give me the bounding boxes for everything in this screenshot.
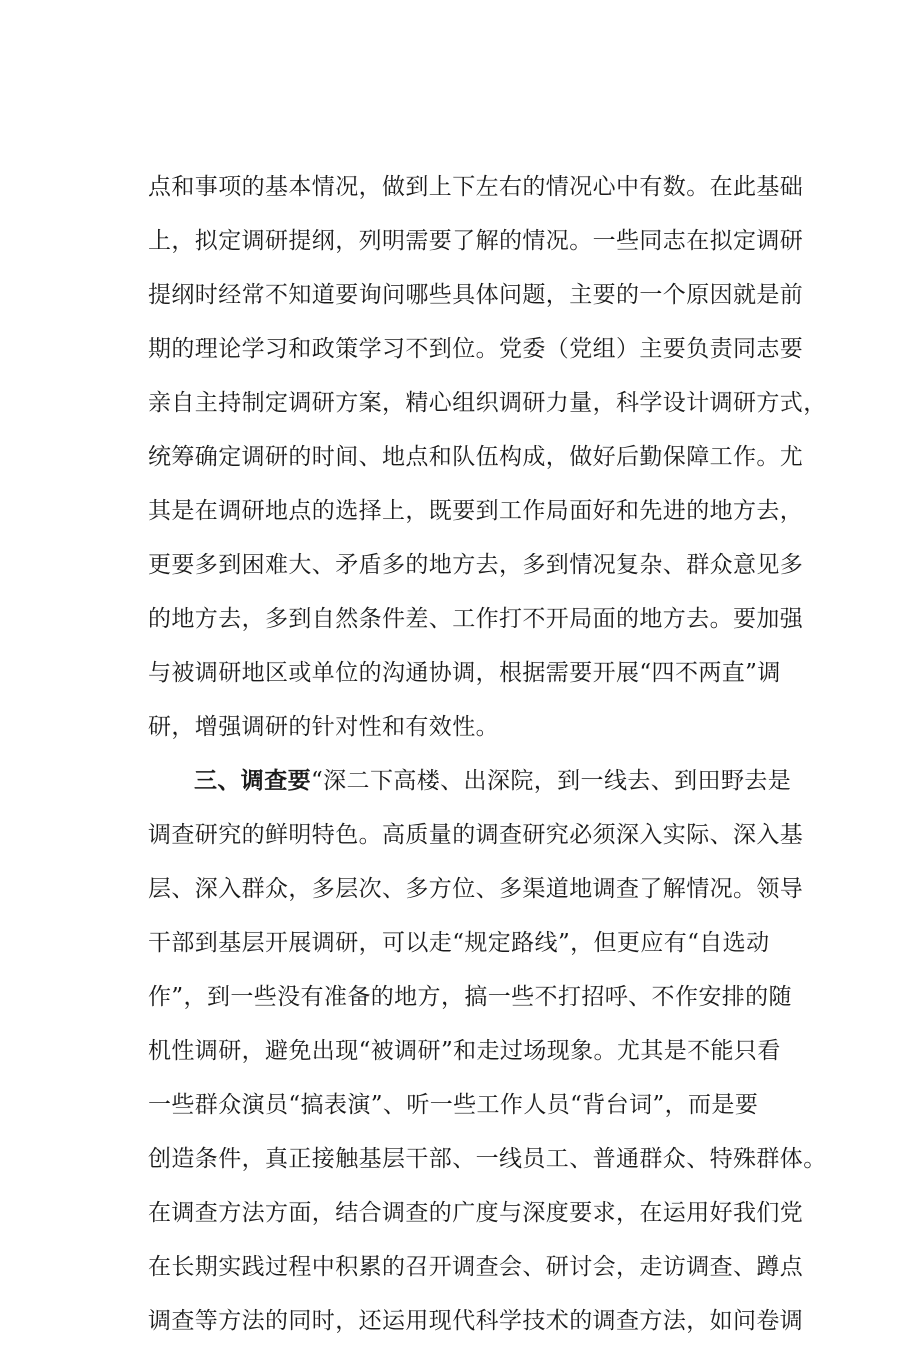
paragraph-first-line [148, 754, 808, 808]
text-line: 与被调研地区或单位的沟通协调，根据需要开展“四不两直”调 [148, 660, 781, 686]
text-line: 更要多到困难大、矛盾多的地方去，多到情况复杂、群众意见多 [148, 552, 804, 578]
text-line: 期的理论学习和政策学习不到位。党委（党组）主要负责同志要 [148, 336, 804, 362]
paragraph-2 [148, 754, 827, 1348]
text-run: “深二下高楼、出深院，到一线去、到田野去是 [311, 768, 792, 794]
text-line: 亲自主持制定调研方案，精心组织调研力量，科学设计调研方式， [148, 390, 827, 416]
text-line: 点和事项的基本情况，做到上下左右的情况心中有数。在此基础 [148, 174, 804, 200]
text-line: 干部到基层开展调研，可以走“规定路线”，但更应有“自选动 [148, 930, 770, 956]
text-line: 统筹确定调研的时间、地点和队伍构成，做好后勤保障工作。尤 [148, 444, 804, 470]
text-line: 其是在调研地点的选择上，既要到工作局面好和先进的地方去， [148, 498, 804, 524]
text-line: 的地方去，多到自然条件差、工作打不开局面的地方去。要加强 [148, 606, 804, 632]
text-line: 调查研究的鲜明特色。高质量的调查研究必须深入实际、深入基 [148, 822, 804, 848]
text-line: 层、深入群众，多层次、多方位、多渠道地调查了解情况。领导 [148, 876, 804, 902]
text-line: 研，增强调研的针对性和有效性。 [148, 714, 499, 740]
text-line: 提纲时经常不知道要询问哪些具体问题，主要的一个原因就是前 [148, 282, 804, 308]
text-line: 在调查方法方面，结合调查的广度与深度要求，在运用好我们党 [148, 1200, 804, 1226]
text-line: 上，拟定调研提纲，列明需要了解的情况。一些同志在拟定调研 [148, 228, 804, 254]
section-heading: 三、调查要 [194, 767, 311, 794]
text-line: 作”，到一些没有准备的地方，搞一些不打招呼、不作安排的随 [148, 984, 792, 1010]
text-line: 机性调研，避免出现“被调研”和走过场现象。尤其是不能只看 [148, 1038, 781, 1064]
text-line: 一些群众演员“搞表演”、听一些工作人员“背台词”，而是要 [148, 1092, 759, 1118]
paragraph-1 [148, 160, 827, 754]
text-line: 调查等方法的同时，还运用现代科学技术的调查方法，如问卷调 [148, 1308, 804, 1334]
text-line: 在长期实践过程中积累的召开调查会、研讨会，走访调查、蹲点 [148, 1254, 804, 1280]
body-text [148, 160, 827, 1348]
text-line: 创造条件，真正接触基层干部、一线员工、普通群众、特殊群体。 [148, 1146, 827, 1172]
